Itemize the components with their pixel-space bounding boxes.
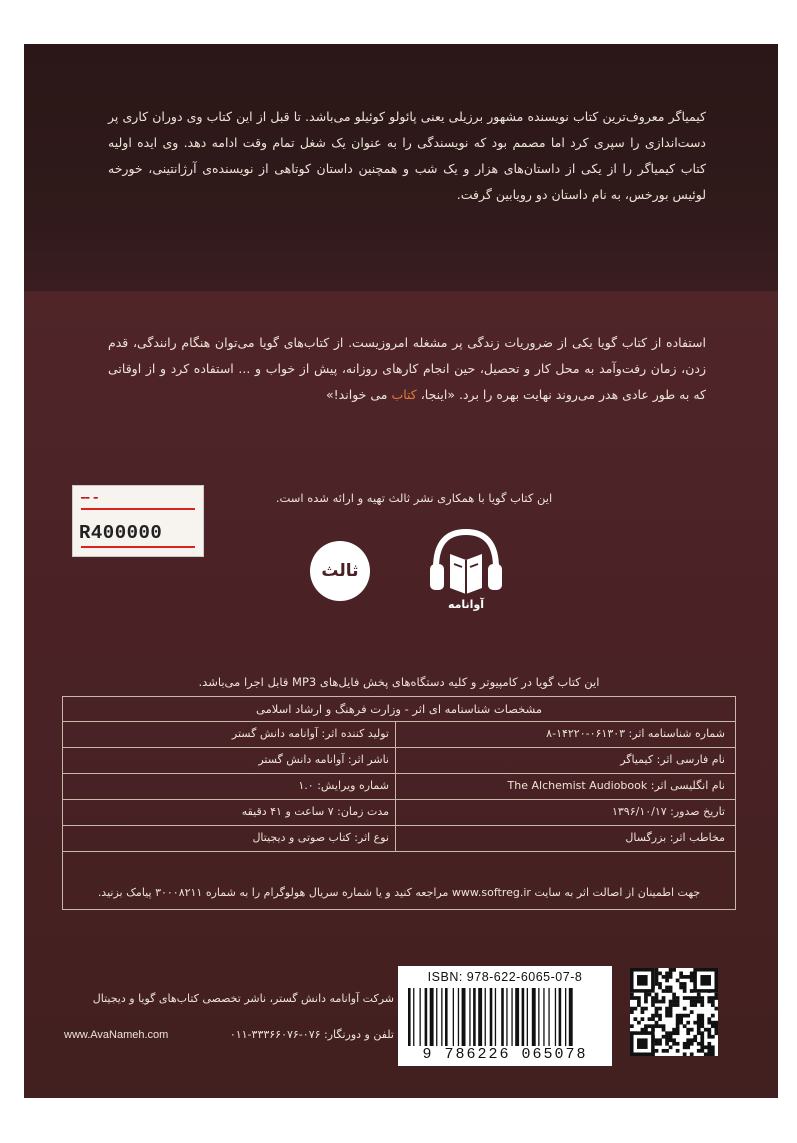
cell-divider	[395, 773, 396, 799]
saless-logo	[310, 541, 370, 601]
barcode-digits: 9 786226 065078	[422, 1046, 588, 1063]
price-sticker	[72, 485, 204, 557]
avanameh-label: آوانامه	[447, 598, 485, 611]
isbn-label: ISBN: 978-622-6065-07-8	[427, 970, 583, 984]
isbn-barcode-box	[398, 966, 612, 1066]
table-row	[63, 773, 735, 800]
table-cell: مدت زمان: ۷ ساعت و ۴۱ دقیقه	[241, 805, 389, 818]
mp3-compatibility-note: این کتاب گویا در کامپیوتر و کلیه دستگاه‌های پخش فایل‌های MP3 قابل اجرا می‌باشد.	[198, 675, 600, 689]
barcode-icon	[406, 988, 604, 1046]
qr-code-icon	[630, 968, 718, 1056]
identity-table	[62, 696, 736, 910]
produced-by-note: این کتاب گویا با همکاری نشر ثالث تهیه و ارائه شده است.	[275, 491, 553, 505]
website-link[interactable]: www.AvaNameh.com	[64, 1029, 169, 1041]
contact-row	[64, 1024, 394, 1046]
table-row	[63, 799, 735, 826]
identity-table-header: مشخصات شناسنامه ای اثر - وزارت فرهنگ و ارشاد اسلامی	[63, 697, 735, 722]
cell-divider	[395, 721, 396, 747]
price-value: R400000	[79, 522, 163, 544]
price-sticker-code: ▬▬ ▬	[81, 494, 98, 502]
table-row	[63, 721, 735, 748]
promo-highlight: کتاب	[391, 387, 417, 402]
table-cell: ناشر اثر: آوانامه دانش گستر	[258, 753, 389, 766]
table-cell: تاریخ صدور: ۱۳۹۶/۱۰/۱۷	[611, 805, 725, 818]
table-cell: نوع اثر: کتاب صوتی و دیجیتال	[252, 831, 389, 844]
table-cell: نام انگلیسی اثر: The Alchemist Audiobook	[507, 779, 725, 792]
company-info: شرکت آوانامه دانش گستر، ناشر تخصصی کتاب‌های گویا و دیجیتال	[92, 992, 394, 1005]
table-cell: شماره ویرایش: ۱.۰	[298, 779, 389, 792]
headphones-book-icon	[426, 524, 506, 598]
cell-divider	[395, 825, 396, 851]
description-paragraph: کیمیاگر معروف‌ترین کتاب نویسنده مشهور برزیلی یعنی پائولو کوئیلو می‌باشد. تا قبل از این کتاب وی دوران کاری پر دست‌اندازی را سپری کرد اما مصمم بود که نویسندگی را به عنوان یک شغل تمام وقت ادامه دهد. وی ایده اولیه کتاب کیمیاگر را از یکی از داستان‌های هزار و یک شب و همچنین داستان کوتاهی از نویسنده‌ی آرژانتینی، خورخه لوئیس بورخس، به نام داستان دو رویابین گرفت.	[108, 109, 706, 202]
avanameh-logo	[426, 524, 506, 620]
table-cell: شماره شناسنامه اثر: ۰۶۱۳۰۳-۱۴۲۲۰-۸	[546, 727, 725, 740]
saless-label: ثالث	[321, 561, 359, 581]
price-sticker-line	[81, 508, 195, 510]
promo-ending: می خواند!»	[326, 387, 388, 402]
price-sticker-line	[81, 546, 195, 548]
table-cell: تولید کننده اثر: آوانامه دانش گستر	[231, 727, 389, 740]
phone-number: تلفن و دورنگار: ۰۷۶-۳۳۳۶۶۰۷۶-۰۱۱	[229, 1028, 394, 1041]
cell-divider	[395, 799, 396, 825]
book-back-cover	[24, 44, 778, 1098]
authenticity-note: جهت اطمینان از اصالت اثر به سایت www.softreg.ir مراجعه کنید و یا شماره سریال هولوگرام را به شماره ۳۰۰۰۸۲۱۱ پیامک بزنید.	[97, 886, 701, 899]
cell-divider	[395, 747, 396, 773]
table-cell: مخاطب اثر: بزرگسال	[625, 831, 725, 844]
promo-text: استفاده از کتاب گویا یکی از ضروریات زندگی پر مشغله امروزیست. از کتاب‌های گویا می‌توان هنگام رانندگی، قدم زدن، زمان رفت‌وآمد به محل کار و تحصیل، حین انجام کارهای روزانه، پیش از خواب و ... استفاده کرد و از اوقاتی که به طور عادی هدر می‌روند نهایت بهره را برد. «اینجا،	[108, 335, 706, 402]
table-row	[63, 747, 735, 774]
promo-paragraph	[108, 330, 706, 408]
table-cell: نام فارسی اثر: کیمیاگر	[620, 753, 725, 766]
table-row	[63, 825, 735, 852]
